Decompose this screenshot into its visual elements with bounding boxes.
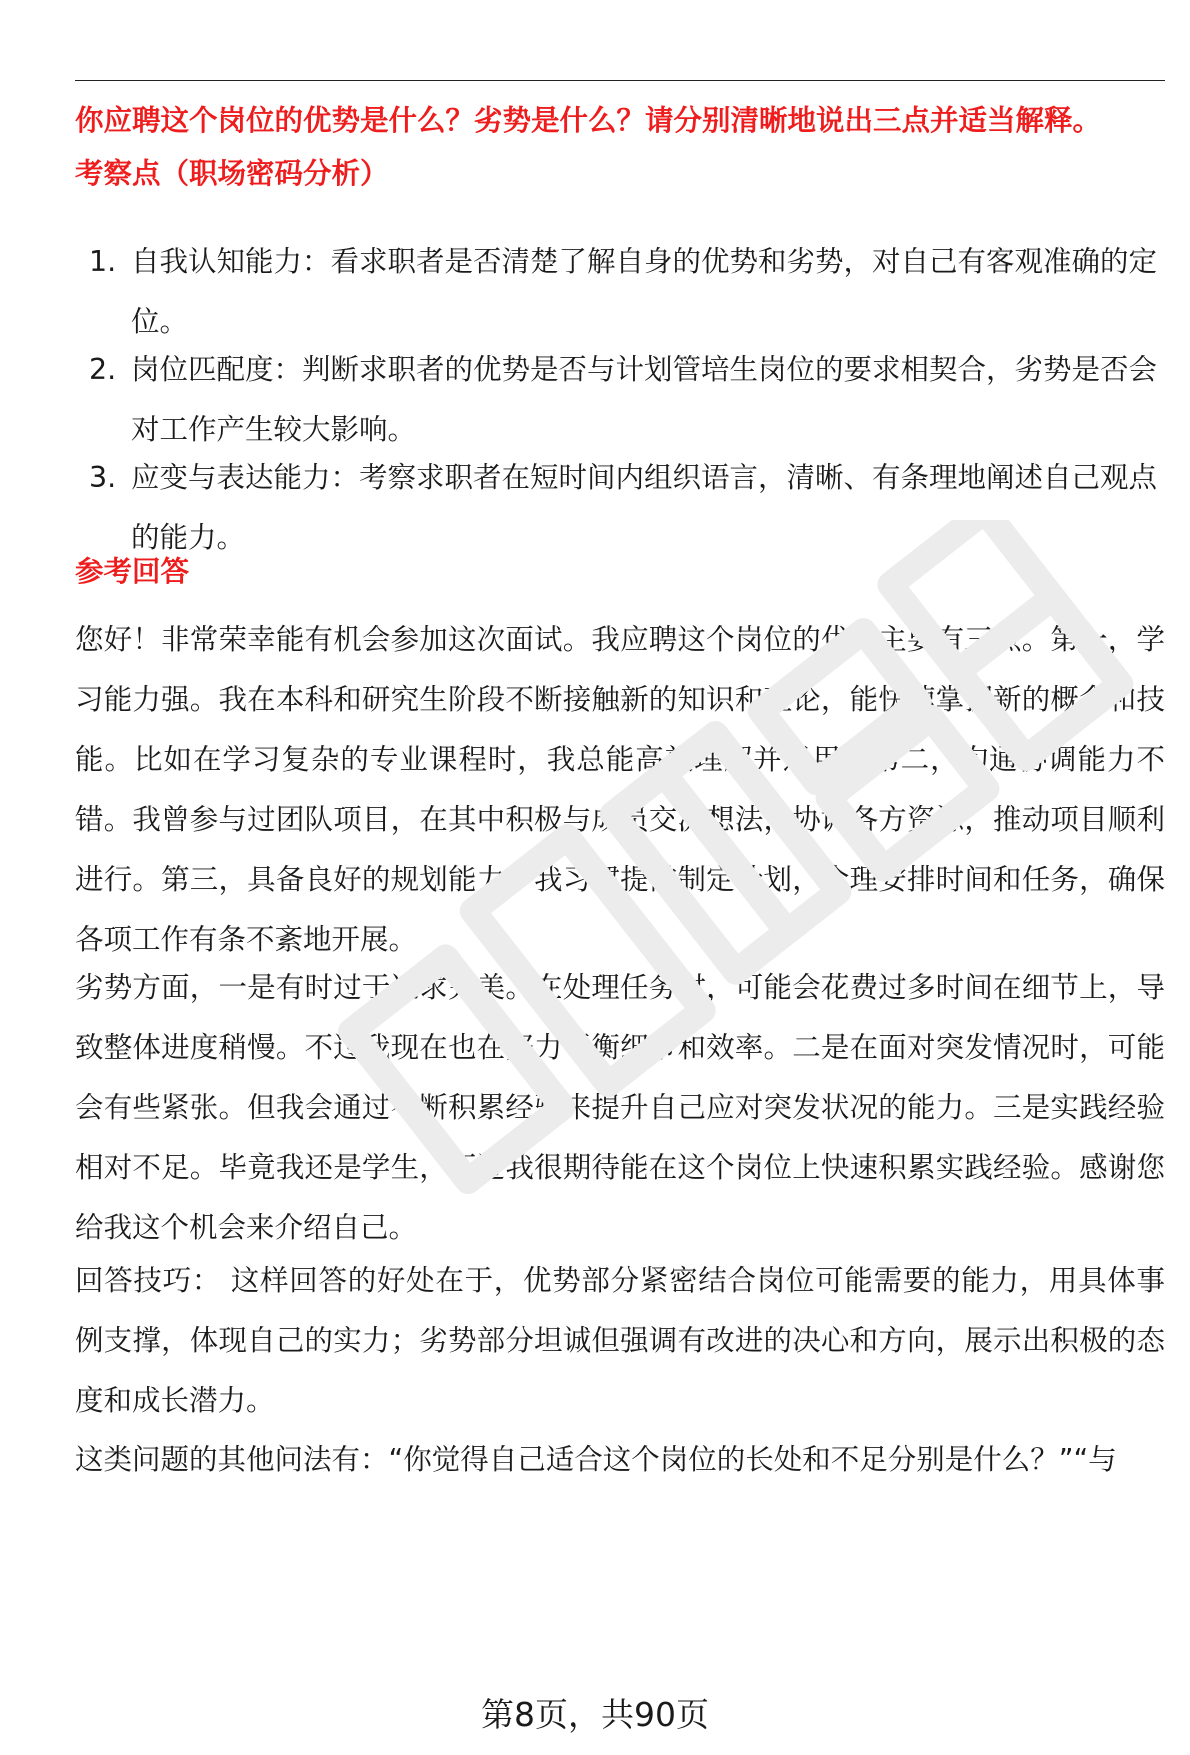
point-text: 岗位匹配度：判断求职者的优势是否与计划管培生岗位的要求相契合，劣势是否会对工作产生较大影响。 (131, 353, 1158, 446)
page-number-footer: 第8页，共90页 (481, 1695, 709, 1734)
analysis-point (75, 448, 1165, 568)
answer-tips-paragraph: 回答技巧： 这样回答的好处在于，优势部分紧密结合岗位可能需要的能力，用具体事例支撑，体现自己的实力；劣势部分坦诚但强调有改进的决心和方向，展示出积极的态度和成长潜力。 (75, 1264, 1165, 1417)
reference-answer-heading: 参考回答 (75, 555, 190, 588)
alternative-questions-paragraph: 这类问题的其他问法有：“你觉得自己适合这个岗位的长处和不足分别是什么？”“与 (75, 1443, 1117, 1476)
question-title: 你应聘这个岗位的优势是什么？劣势是什么？请分别清晰地说出三点并适当解释。 (75, 104, 1102, 137)
analysis-points-list (75, 232, 1165, 568)
point-text: 自我认知能力：看求职者是否清楚了解自身的优势和劣势，对自己有客观准确的定位。 (131, 245, 1158, 338)
analysis-heading: 考察点（职场密码分析） (75, 157, 389, 190)
point-text: 应变与表达能力：考察求职者在短时间内组织语言，清晰、有条理地阐述自己观点的能力。 (131, 461, 1158, 554)
answer-paragraph-strengths: 您好！非常荣幸能有机会参加这次面试。我应聘这个岗位的优势主要有三点。第一，学习能力强。我在本科和研究生阶段不断接触新的知识和理论，能快速掌握新的概念和技能。比如在学习复杂的专业课程时，我总能高效理解并运用。第二，沟通协调能力不错。我曾参与过团队项目，在其中积极与成员交流想法，协调各方资源，推动项目顺利进行。第三，具备良好的规划能力。我习惯提前制定计划，合理安排时间和任务，确保各项工作有条不紊地开展。 (75, 623, 1165, 956)
analysis-point (75, 232, 1165, 352)
point-number: 3. (89, 461, 117, 494)
point-number: 2. (89, 353, 117, 386)
header-divider (75, 80, 1165, 81)
analysis-point (75, 340, 1165, 460)
point-number: 1. (89, 245, 117, 278)
answer-paragraph-weaknesses: 劣势方面，一是有时过于追求完美。在处理任务时，可能会花费过多时间在细节上，导致整体进度稍慢。不过我现在也在努力平衡细节和效率。二是在面对突发情况时，可能会有些紧张。但我会通过不断积累经验来提升自己应对突发状况的能力。三是实践经验相对不足。毕竟我还是学生，不过我很期待能在这个岗位上快速积累实践经验。感谢您给我这个机会来介绍自己。 (75, 971, 1165, 1244)
